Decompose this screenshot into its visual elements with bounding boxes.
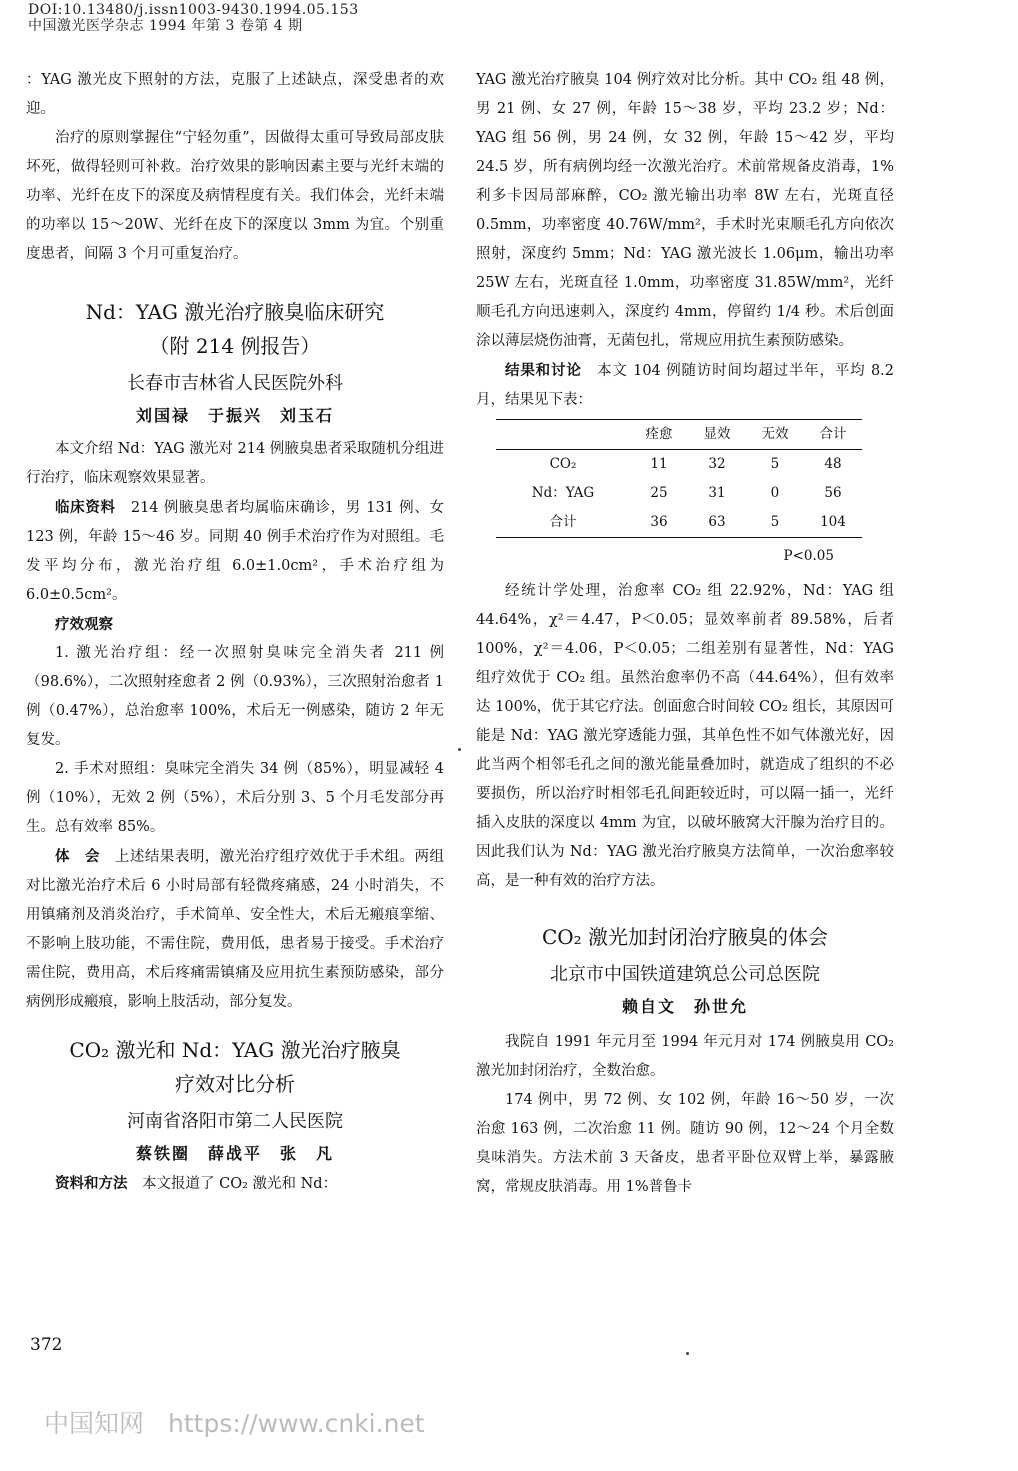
table-cell: 11 xyxy=(650,456,668,472)
table-header-cell: 显效 xyxy=(703,426,731,442)
paragraph: 治疗的原则掌握住“宁轻勿重”，因做得太重可导致局部皮肤坏死，做得轻则可补救。治疗效果的影响因素主要与光纤末端的功率、光纤在皮下的深度及病情程度有关。我们体会，光纤末端的功率以 15～20W、光纤在皮下的深度以 3mm 为宜。个别重度患者，间隔 3 个月可重复治疗。 xyxy=(26,130,444,262)
footer-watermark xyxy=(44,1404,449,1440)
table-header-cell: 无效 xyxy=(761,426,789,442)
table-cell: 32 xyxy=(708,456,726,472)
journal-line: 中国激光医学杂志 1994 年第 3 卷第 4 期 xyxy=(28,18,303,34)
table-cell: 36 xyxy=(650,514,668,530)
section-label: 临床资料 xyxy=(55,499,116,516)
table-header-cell xyxy=(496,420,630,450)
paragraph: 1. 激光治疗组：经一次照射臭味完全消失者 211 例（98.6%），二次照射痊愈者 2 例（0.93%），三次照射治愈者 1 例（0.47%），总治愈率 100%，术后无一例感染，随访 2 年无复发。 xyxy=(26,645,444,748)
authors: 刘国禄 于振兴 刘玉石 xyxy=(135,406,334,425)
article-title: CO₂ 激光加封闭治疗腋臭的体会 xyxy=(541,925,829,949)
doi-line: DOI:10.13480/j.issn1003-9430.1994.05.153 xyxy=(28,2,359,18)
paragraph: 资料和方法 本文报道了 CO₂ 激光和 Nd： xyxy=(55,1175,338,1192)
table-row xyxy=(496,450,862,480)
table-note: P<0.05 xyxy=(783,548,834,564)
table-cell: 0 xyxy=(770,485,780,501)
section-label: 结果和讨论 xyxy=(505,362,582,379)
table-row xyxy=(496,479,862,508)
section-heading: 疗效观察 xyxy=(55,616,113,633)
right-column xyxy=(476,66,894,1202)
article-title: Nd：YAG 激光治疗腋臭临床研究 xyxy=(85,300,385,324)
paragraph: ：YAG 激光皮下照射的方法，克服了上述缺点，深受患者的欢迎。 xyxy=(26,72,444,117)
table-cell: 48 xyxy=(824,456,842,472)
table-header-cell: 痊愈 xyxy=(645,426,673,442)
institution: 河南省洛阳市第二人民医院 xyxy=(127,1111,343,1132)
paragraph: 174 例中，男 72 例、女 102 例，年龄 16～50 岁，一次治愈 163 例，二次治愈 11 例。随访 90 例，12～24 个月全数臭味消失。方法术前 3 天备皮，患者平卧位双臂上举，暴露腋窝，常规皮肤消毒。用 1%普鲁卡 xyxy=(476,1092,894,1195)
table-cell: 56 xyxy=(824,485,842,501)
section-label: 资料和方法 xyxy=(55,1175,128,1192)
article-title: CO₂ 激光和 Nd：YAG 激光治疗腋臭 xyxy=(69,1038,401,1062)
authors: 蔡铁圈 薛战平 张 凡 xyxy=(135,1144,334,1163)
table-header-row xyxy=(496,420,862,450)
table-cell: 31 xyxy=(708,485,726,501)
table-cell: 合计 xyxy=(549,514,577,530)
table-cell: 5 xyxy=(770,456,780,472)
scan-dot xyxy=(686,1352,689,1355)
table-cell: 25 xyxy=(650,485,668,501)
table-row xyxy=(496,508,862,538)
page-header xyxy=(28,2,359,34)
table-cell: CO₂ xyxy=(549,456,577,472)
section-label: 体 会 xyxy=(55,848,100,865)
institution: 北京市中国铁道建筑总公司总医院 xyxy=(550,964,820,985)
left-column xyxy=(26,66,444,1199)
authors: 赖自文 孙世允 xyxy=(621,997,748,1016)
table-cell: 104 xyxy=(820,514,846,530)
paragraph: 临床资料 214 例腋臭患者均属临床确诊，男 131 例、女 123 例，年龄 15～46 岁。同期 40 例手术治疗作为对照组。毛发平均分布，激光治疗组 6.0±1.0cm²，手术治疗组为 6.0±0.5cm²。 xyxy=(26,499,444,603)
paragraph: 2. 手术对照组：臭味完全消失 34 例（85%），明显减轻 4 例（10%），无效 2 例（5%），术后分别 3、5 个月毛发部分再生。总有效率 85%。 xyxy=(26,761,444,835)
article-title-line2: 疗效对比分析 xyxy=(175,1072,295,1096)
article-subtitle: （附 214 例报告） xyxy=(149,334,321,358)
paragraph: 我院自 1991 年元月至 1994 年元月对 174 例腋臭用 CO₂ 激光加封闭治疗，全数治愈。 xyxy=(476,1034,894,1079)
paragraph: 本文介绍 Nd：YAG 激光对 214 例腋臭患者采取随机分组进行治疗，临床观察效果显著。 xyxy=(26,441,444,486)
table-cell: 5 xyxy=(770,514,780,530)
cnki-url[interactable]: https://www.cnki.net xyxy=(168,1409,425,1438)
paragraph: 体 会 上述结果表明，激光治疗组疗效优于手术组。两组对比激光治疗术后 6 小时局部有轻微疼痛感，24 小时消失，不用镇痛剂及消炎治疗，手术简单、安全性大，术后无瘢痕挛缩、不影响上肢功能，不需住院，费用低，患者易于接受。手术治疗需住院，费用高，术后疼痛需镇痛及应用抗生素预防感染，部分病例形成瘢痕，影响上肢活动，部分复发。 xyxy=(26,848,445,1010)
paragraph: 结果和讨论 本文 104 例随访时间均超过半年，平均 8.2 月，结果见下表： xyxy=(476,362,895,408)
paragraph: YAG 激光治疗腋臭 104 例疗效对比分析。其中 CO₂ 组 48 例，男 21 例、女 27 例，年龄 15～38 岁，平均 23.2 岁；Nd：YAG 组 56 例，男 24 例，女 32 例，年龄 15～42 岁，平均 24.5 岁，所有病例均经一次激光治疗。术前常规备皮消毒，1%利多卡因局部麻醉，CO₂ 激光输出功率 8W 左右，光斑直径 0.5mm，功率密度 40.76W/mm²，手术时光束顺毛孔方向依次照射，深度约 5mm；Nd：YAG 激光波长 1.06μm，输出功率 25W 左右，光斑直径 1.0mm，功率密度 31.85W/mm²，光纤顺毛孔方向迅速刺入，深度约 4mm，停留约 1/4 秒。术后创面涂以薄层烧伤油膏，无菌包扎，常规应用抗生素预防感染。 xyxy=(476,72,894,349)
table-cell: 63 xyxy=(708,514,726,530)
institution: 长春市吉林省人民医院外科 xyxy=(127,373,343,394)
results-table xyxy=(496,419,862,538)
table-cell: Nd：YAG xyxy=(531,485,595,501)
cnki-logo: 中国知网 xyxy=(44,1409,145,1438)
page-number: 372 xyxy=(30,1335,63,1355)
paragraph: 经统计学处理，治愈率 CO₂ 组 22.92%，Nd：YAG 组 44.64%，χ²＝4.47，P＜0.05；显效率前者 89.58%，后者 100%，χ²＝4.06，P＜0.05；二组差别有显著性，Nd：YAG 组疗效优于 CO₂ 组。虽然治愈率仍不高（44.64%），但有效率达 100%，优于其它疗法。创面愈合时间较 CO₂ 组长，其原因可能是 Nd：YAG 激光穿透能力强，其单色性不如气体激光好，因此当两个相邻毛孔之间的激光能量叠加时，就造成了组织的不必要损伤，所以治疗时相邻毛孔间距较近时，可以隔一插一，光纤插入皮肤的深度以 4mm 为宜，以破坏腋窝大汗腺为治疗目的。因此我们认为 Nd：YAG 激光治疗腋臭方法简单，一次治愈率较高，是一种有效的治疗方法。 xyxy=(476,583,894,889)
table-header-cell: 合计 xyxy=(819,426,847,442)
scan-dot xyxy=(458,748,461,751)
